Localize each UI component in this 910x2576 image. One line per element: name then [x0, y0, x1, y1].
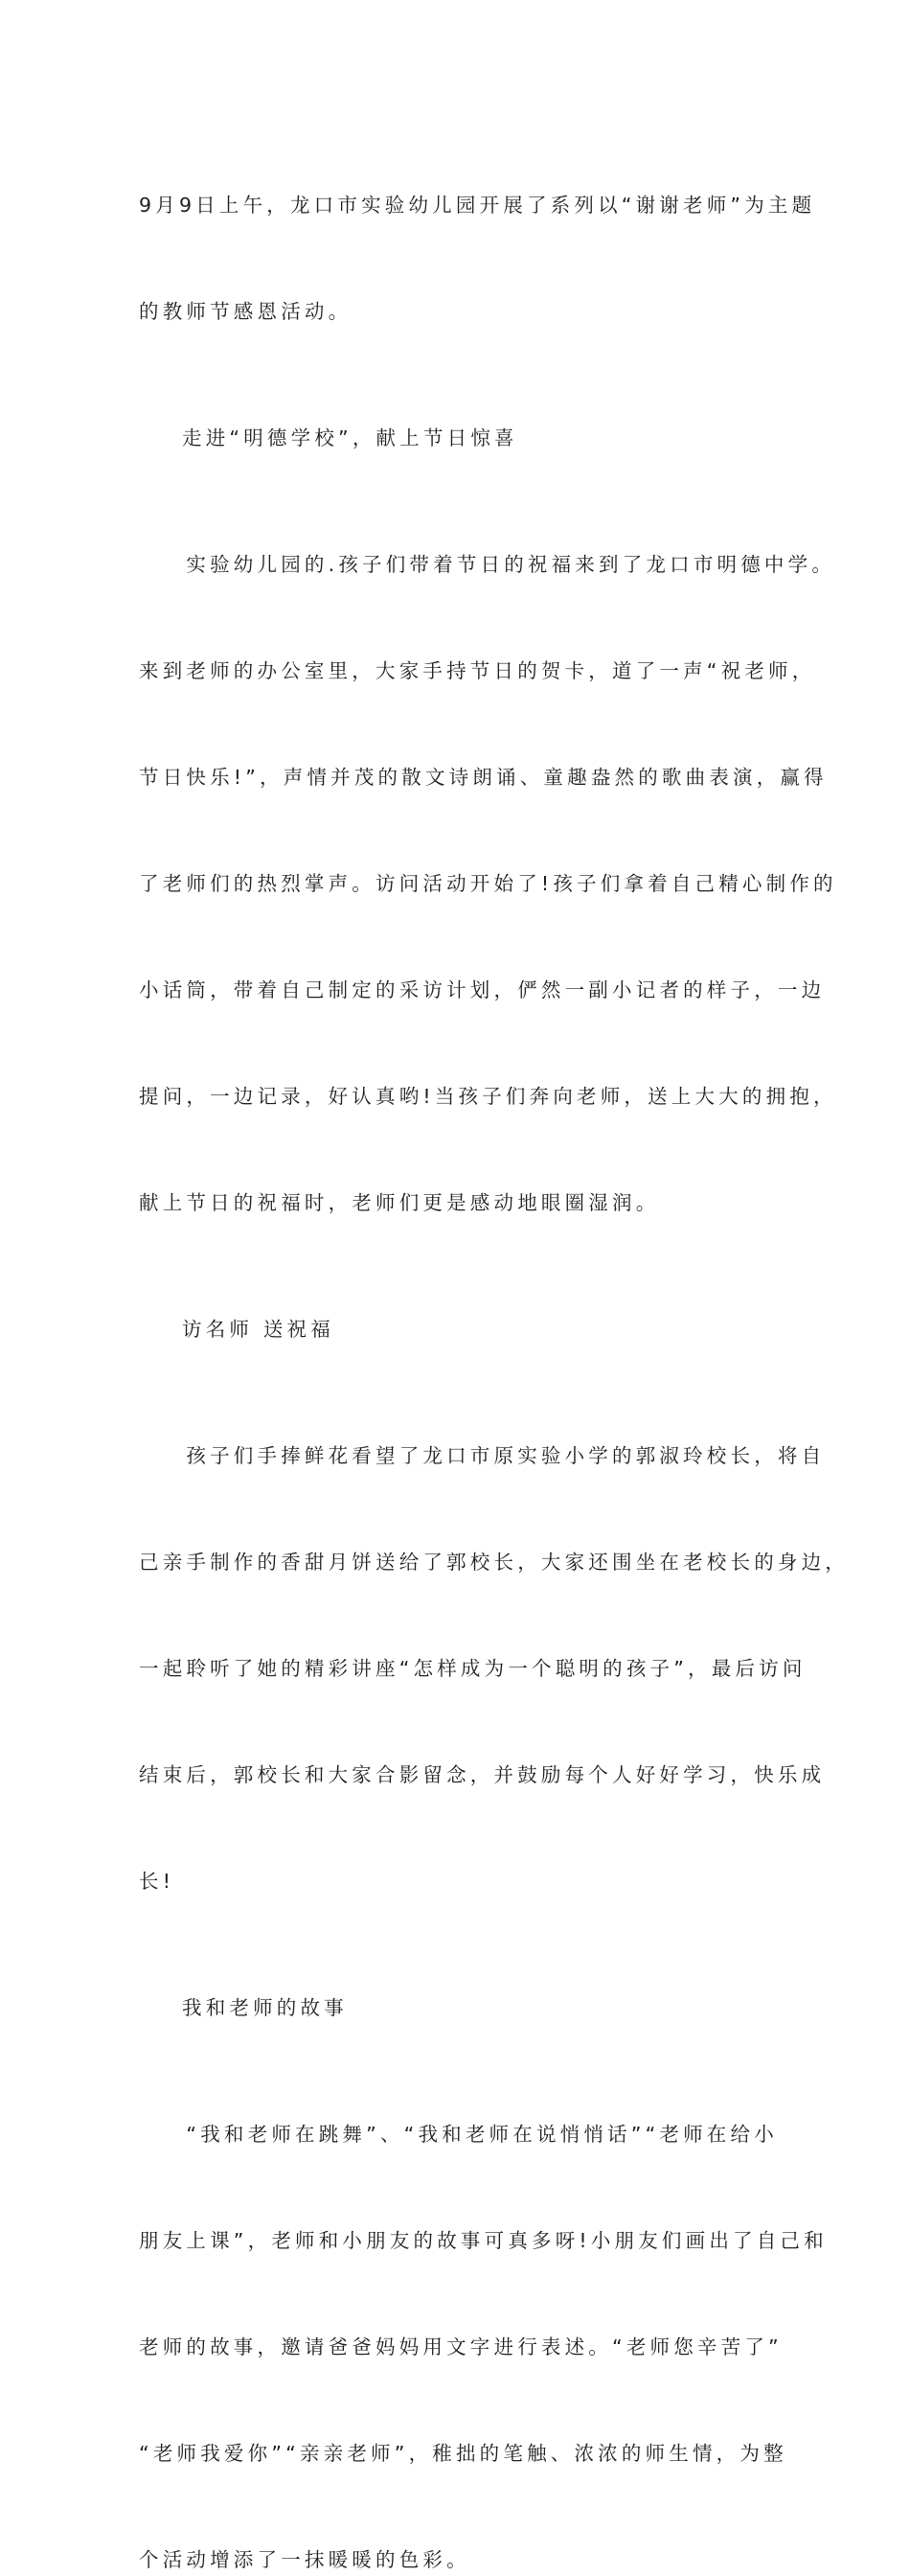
text-line: 了老师们的热烈掌声。访问活动开始了!孩子们拿着自己精心制作的	[139, 872, 837, 895]
text-line: 来到老师的办公室里，大家手持节日的贺卡，道了一声“祝老师，	[139, 659, 816, 682]
section-paragraph-mingde	[139, 476, 837, 1292]
text-line: 个活动增添了一抹暖暖的色彩。	[139, 2548, 470, 2571]
text-line: 朋友上课”，老师和小朋友的故事可真多呀!小朋友们画出了自己和	[139, 2229, 828, 2252]
text-line: 实验幼儿园的.孩子们带着节日的祝福来到了龙口市明德中学。	[139, 553, 836, 576]
text-line: 孩子们手捧鲜花看望了龙口市原实验小学的郭淑玲校长，将自	[139, 1444, 826, 1467]
section-heading-mingde: 走进“明德学校”，献上节日惊喜	[182, 426, 518, 449]
text-line: 老师的故事，邀请爸爸妈妈用文字进行表述。“老师您辛苦了”	[139, 2335, 783, 2358]
text-line: 9月9日上午，龙口市实验幼儿园开展了系列以“谢谢老师”为主题	[139, 194, 816, 217]
text-line: 的教师节感恩活动。	[139, 300, 353, 323]
text-line: 一起聆听了她的精彩讲座“怎样成为一个聪明的孩子”，最后访问	[139, 1657, 807, 1680]
section-paragraph-stories	[139, 2046, 828, 2576]
text-line: 结束后，郭校长和大家合影留念，并鼓励每个人好好学习，快乐成	[139, 1763, 826, 1786]
intro-paragraph	[139, 117, 816, 401]
text-line: “我和老师在跳舞”、“我和老师在说悄悄话”“老师在给小	[139, 2123, 778, 2146]
section-heading-visit: 访名师 送祝福	[182, 1318, 334, 1341]
text-line: 献上节日的祝福时，老师们更是感动地眼圈湿润。	[139, 1191, 660, 1214]
text-line: “老师我爱你”“亲亲老师”，稚拙的笔触、浓浓的师生情，为整	[139, 2442, 787, 2465]
section-heading-stories: 我和老师的故事	[182, 1996, 348, 2019]
text-line: 长!	[139, 1870, 175, 1893]
document-body	[139, 117, 849, 2576]
text-line: 节日快乐!”，声情并茂的散文诗朗诵、童趣盎然的歌曲表演，赢得	[139, 766, 828, 789]
section-paragraph-visit	[139, 1368, 849, 1970]
text-line: 小话筒，带着自己制定的采访计划，俨然一副小记者的样子，一边	[139, 978, 826, 1001]
text-line: 提问，一边记录，好认真哟!当孩子们奔向老师，送上大大的拥抱，	[139, 1085, 837, 1108]
text-line: 己亲手制作的香甜月饼送给了郭校长，大家还围坐在老校长的身边，	[139, 1551, 849, 1574]
